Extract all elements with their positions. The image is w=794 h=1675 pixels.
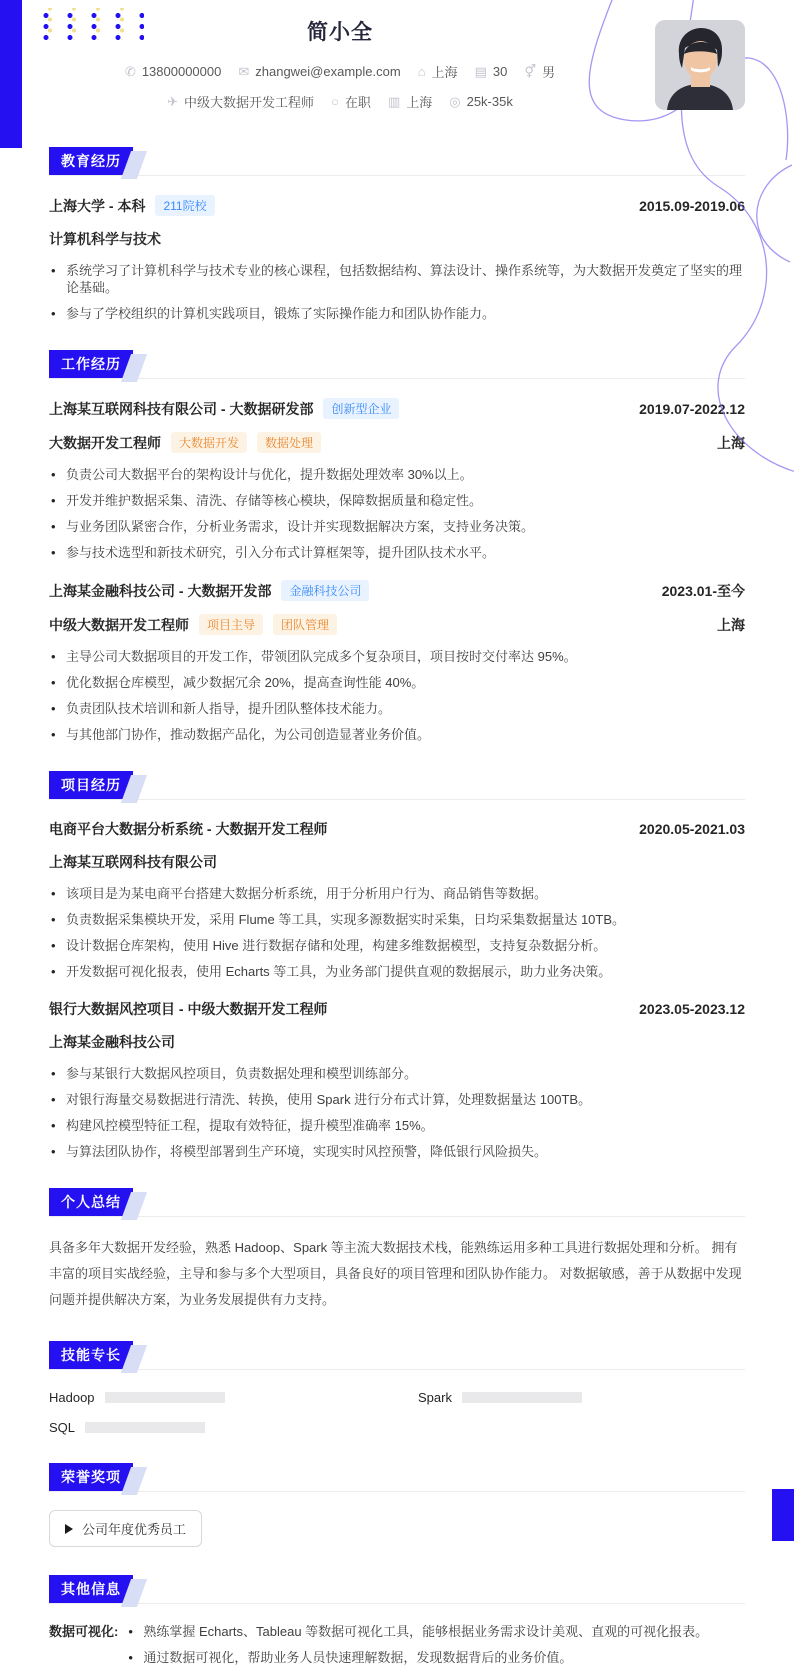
- role-tag: 项目主导: [199, 614, 263, 635]
- list-item: • 熟练掌握 Echarts、Tableau 等数据可视化工具，能够根据业务需求设计美观、直观的可视化报表。: [126, 1623, 708, 1640]
- work-entry-2: [49, 580, 745, 743]
- project-bullets: [49, 1065, 745, 1160]
- summary-title-badge: 个人总结: [49, 1188, 133, 1216]
- job-bullets: [49, 648, 745, 743]
- candidate-photo: [655, 20, 745, 110]
- role-tag: 团队管理: [273, 614, 337, 635]
- honors-section: [49, 1492, 745, 1547]
- honor-chip-label: 公司年度优秀员工: [82, 1522, 187, 1537]
- company-name: 上海某金融科技公司 - 大数据开发部: [49, 582, 272, 599]
- major-name: 计算机科学与技术: [49, 231, 161, 247]
- contact-phone: [125, 64, 221, 79]
- list-item: • 优化数据仓库模型，减少数据冗余 20%，提高查询性能 40%。: [49, 674, 745, 691]
- contact-age-value: 30: [492, 64, 508, 79]
- contact-email-value: zhangwei@example.com: [255, 64, 401, 79]
- skill-hadoop: [49, 1390, 418, 1405]
- contact-target-position-value: 中级大数据开发工程师: [184, 95, 315, 110]
- other-bullets: [126, 1623, 708, 1675]
- project-company: 上海某金融科技公司: [49, 1034, 175, 1050]
- work-title-badge: 工作经历: [49, 350, 133, 378]
- contact-status: [331, 92, 371, 111]
- play-icon: [65, 1524, 73, 1534]
- work-section-header: [49, 350, 745, 379]
- education-bullets: [49, 262, 745, 322]
- job-bullets: [49, 466, 745, 561]
- skill-spark: [418, 1390, 745, 1405]
- company-name: 上海某互联网科技有限公司 - 大数据研发部: [49, 400, 314, 417]
- project-date: 2020.05-2021.03: [639, 821, 745, 837]
- list-item: • 该项目是为某电商平台搭建大数据分析系统，用于分析用户行为、商品销售等数据。: [49, 885, 745, 902]
- contact-city-value: 上海: [406, 95, 433, 110]
- skills-title-badge: 技能专长: [49, 1341, 133, 1369]
- list-item: • 参与某银行大数据风控项目，负责数据处理和模型训练部分。: [49, 1065, 745, 1082]
- list-item: • 通过数据可视化，帮助业务人员快速理解数据，发现数据背后的业务价值。: [126, 1649, 708, 1666]
- skill-name: SQL: [49, 1420, 76, 1435]
- list-item: • 参与了学校组织的计算机实践项目，锻炼了实际操作能力和团队协作能力。: [49, 305, 745, 322]
- school-tag: 211院校: [155, 195, 214, 216]
- skills-section: [49, 1390, 745, 1435]
- contact-salary: [449, 94, 513, 109]
- contact-gender-value: 男: [542, 65, 556, 80]
- job-date: 2023.01-至今: [661, 582, 745, 599]
- home-icon: ⌂: [417, 64, 426, 79]
- contact-status-value: 在职: [344, 95, 371, 110]
- work-section: [49, 398, 745, 743]
- skill-name: Spark: [418, 1390, 452, 1405]
- summary-text: 具备多年大数据开发经验，熟悉 Hadoop、Spark 等主流大数据技术栈，能熟练运用多种工具进行数据处理和分析。 拥有丰富的项目实战经验，主导和参与多个大型项目，具备良好的项目管理和团队协作能力。 对数据敏感，善于从数据中发现问题并提供解决方案，为业务发展提供有力支持。: [49, 1240, 742, 1307]
- skill-sql: [49, 1420, 418, 1435]
- list-item: • 参与技术选型和新技术研究，引入分布式计算框架等，提升团队技术水平。: [49, 544, 745, 561]
- bottom-accent-bar: [772, 1489, 794, 1541]
- skill-bar: [462, 1392, 582, 1403]
- skill-bar: [85, 1422, 205, 1433]
- role-tag: 数据处理: [257, 432, 321, 453]
- target-position-icon: ✈: [167, 94, 179, 109]
- education-date: 2015.09-2019.06: [639, 197, 745, 214]
- contact-salary-value: 25k-35k: [466, 94, 513, 109]
- resume-header: [0, 0, 794, 111]
- other-info-label: 数据可视化:: [49, 1624, 119, 1639]
- project-name: 银行大数据风控项目 - 中级大数据开发工程师: [49, 1001, 328, 1017]
- phone-icon: ✆: [124, 64, 136, 79]
- skills-section-header: [49, 1341, 745, 1370]
- projects-title-badge: 项目经历: [49, 771, 133, 799]
- contact-city: [388, 92, 432, 111]
- salary-icon: ◎: [449, 94, 461, 109]
- contact-phone-value: 13800000000: [141, 64, 222, 79]
- contact-location-value: 上海: [431, 65, 458, 80]
- job-role: 中级大数据开发工程师: [49, 616, 189, 633]
- project-date: 2023.05-2023.12: [639, 1001, 745, 1017]
- list-item: • 与其他部门协作，推动数据产品化，为公司创造显著业务价值。: [49, 726, 745, 743]
- honor-chip[interactable]: [49, 1510, 202, 1547]
- project-bullets: [49, 885, 745, 980]
- job-location: 上海: [717, 616, 745, 633]
- summary-section-header: [49, 1188, 745, 1217]
- gender-icon: ⚥: [524, 64, 537, 79]
- list-item: • 开发数据可视化报表，使用 Echarts 等工具，为业务部门提供直观的数据展示，助力业务决策。: [49, 963, 745, 980]
- contact-email: [238, 64, 400, 79]
- list-item: • 与算法团队协作，将模型部署到生产环境，实现实时风控预警，降低银行风险损失。: [49, 1143, 745, 1160]
- list-item: • 负责公司大数据平台的架构设计与优化，提升数据处理效率 30%以上。: [49, 466, 745, 483]
- contact-row-2: [0, 92, 680, 111]
- contact-target-position: [167, 92, 314, 111]
- company-tag: 创新型企业: [323, 398, 399, 419]
- age-icon: ▤: [474, 64, 487, 79]
- summary-section: [49, 1235, 745, 1313]
- education-section-header: [49, 147, 745, 176]
- list-item: • 对银行海量交易数据进行清洗、转换，使用 Spark 进行分布式计算，处理数据量达 100TB。: [49, 1091, 745, 1108]
- company-tag: 金融科技公司: [281, 580, 369, 601]
- projects-section: [49, 819, 745, 1160]
- role-tag: 大数据开发: [171, 432, 247, 453]
- project-company: 上海某互联网科技有限公司: [49, 854, 217, 870]
- job-role: 大数据开发工程师: [49, 434, 161, 451]
- city-icon: ▥: [387, 94, 401, 109]
- job-date: 2019.07-2022.12: [639, 400, 745, 417]
- list-item: • 设计数据仓库架构，使用 Hive 进行数据存储和处理，构建多维数据模型，支持复杂数据分析。: [49, 937, 745, 954]
- email-icon: ✉: [238, 64, 250, 79]
- status-icon: ○: [331, 94, 339, 109]
- candidate-name: 简小全: [307, 21, 373, 44]
- project-entry-1: [49, 819, 745, 980]
- project-entry-2: [49, 999, 745, 1160]
- list-item: • 负责数据采集模块开发，采用 Flume 等工具，实现多源数据实时采集，日均采集数据量达 10TB。: [49, 911, 745, 928]
- skill-name: Hadoop: [49, 1390, 95, 1405]
- contact-age: [475, 64, 508, 79]
- list-item: • 主导公司大数据项目的开发工作，带领团队完成多个复杂项目，项目按时交付率达 95%。: [49, 648, 745, 665]
- honors-section-header: [49, 1463, 745, 1492]
- contact-gender: [524, 62, 555, 81]
- project-name: 电商平台大数据分析系统 - 大数据开发工程师: [49, 821, 328, 837]
- list-item: • 负责团队技术培训和新人指导，提升团队整体技术能力。: [49, 700, 745, 717]
- list-item: • 与业务团队紧密合作，分析业务需求，设计并实现数据解决方案，支持业务决策。: [49, 518, 745, 535]
- work-entry-1: [49, 398, 745, 561]
- job-location: 上海: [717, 434, 745, 451]
- school-name: 上海大学 - 本科: [49, 197, 146, 214]
- other-title-badge: 其他信息: [49, 1575, 133, 1603]
- list-item: • 构建风控模型特征工程，提取有效特征，提升模型准确率 15%。: [49, 1117, 745, 1134]
- list-item: • 系统学习了计算机科学与技术专业的核心课程，包括数据结构、算法设计、操作系统等，为大数据开发奠定了坚实的理论基础。: [49, 262, 745, 296]
- education-entry: [49, 195, 745, 322]
- honors-title-badge: 荣誉奖项: [49, 1463, 133, 1491]
- contact-row-1: [0, 62, 680, 81]
- skill-bar: [105, 1392, 225, 1403]
- education-title-badge: 教育经历: [49, 147, 133, 175]
- list-item: • 开发并维护数据采集、清洗、存储等核心模块，保障数据质量和稳定性。: [49, 492, 745, 509]
- projects-section-header: [49, 771, 745, 800]
- other-section: [49, 1623, 745, 1675]
- contact-location: [418, 62, 458, 81]
- education-section: [49, 195, 745, 322]
- other-section-header: [49, 1575, 745, 1604]
